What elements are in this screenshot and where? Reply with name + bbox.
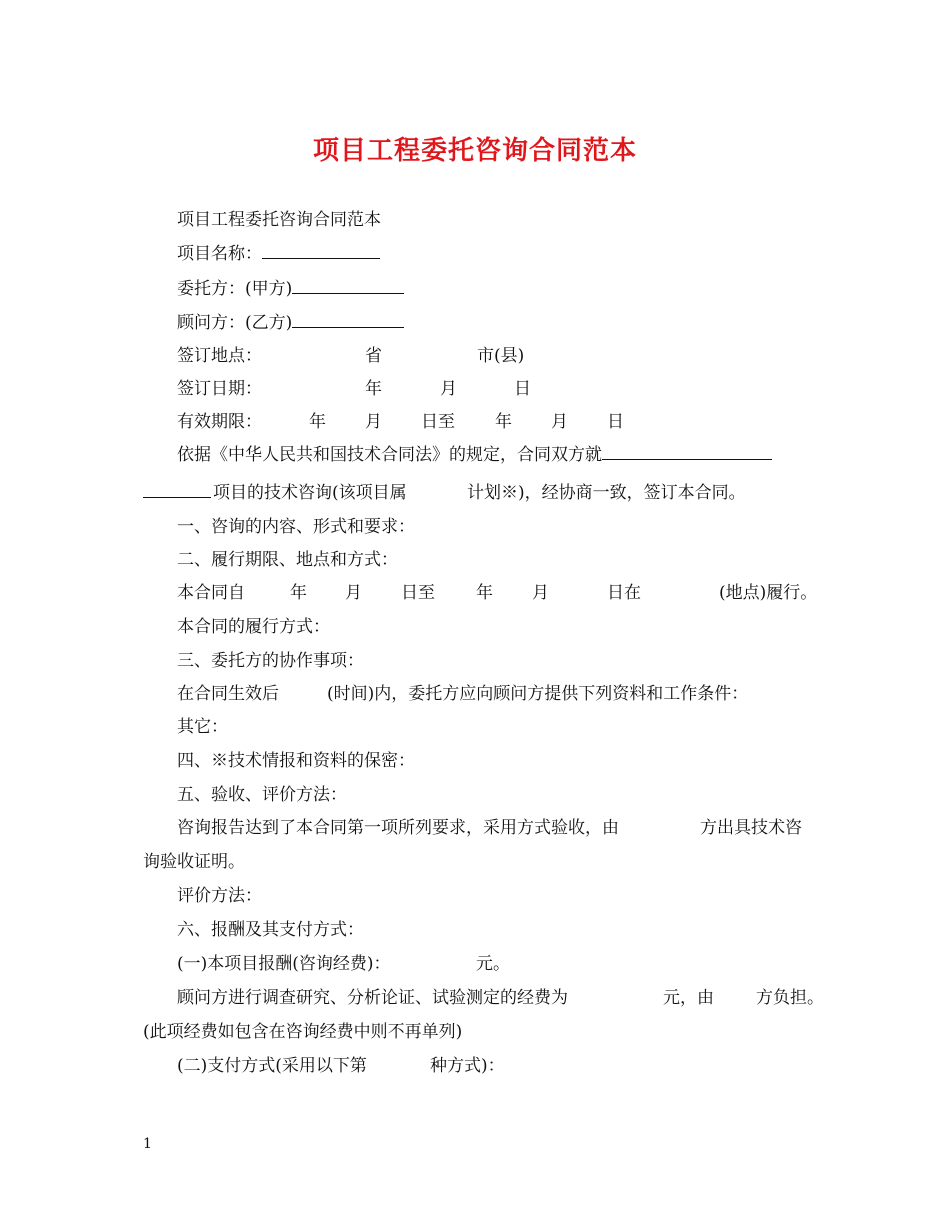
evaluation-method: 评价方法：: [177, 886, 262, 906]
acceptance-cont: 询验收证明。: [143, 852, 245, 872]
validity-day-to: 日至: [421, 412, 455, 432]
fee-text-a: (一)本项目报酬(咨询经费)：: [177, 954, 391, 974]
client-label: 委托方：(甲方): [177, 279, 293, 299]
basis-cont-line: [0, 482, 950, 504]
page-number: 1: [143, 1136, 152, 1152]
validity-month-1: 月: [365, 412, 382, 432]
sign-place-label: 签订地点：: [177, 346, 262, 366]
section-1-heading: 一、咨询的内容、形式和要求：: [177, 517, 415, 537]
term-place: (地点)履行。: [719, 583, 818, 603]
sign-date-label: 签订日期：: [177, 379, 262, 399]
expense-text-b: 元，由: [663, 988, 714, 1008]
section-2-heading: 二、履行期限、地点和方式：: [177, 550, 398, 570]
year-label: 年: [365, 379, 382, 399]
consultant-label: 顾问方：(乙方): [177, 313, 293, 333]
payment-text-a: (二)支付方式(采用以下第: [177, 1056, 367, 1076]
day-label: 日: [514, 379, 531, 399]
acceptance-text-a: 咨询报告达到了本合同第一项所列要求，采用方式验收，由: [177, 818, 619, 838]
project-name-line: [177, 243, 380, 265]
term-year-2: 年: [476, 583, 493, 603]
payment-text-b: 种方式)：: [430, 1056, 505, 1076]
term-day-to: 日至: [401, 583, 435, 603]
cooperation-line: [0, 683, 950, 705]
project-name-blank: [262, 244, 380, 259]
basis-line: [177, 444, 772, 466]
sign-date-line: [0, 378, 950, 400]
term-month-1: 月: [345, 583, 362, 603]
validity-line: [0, 411, 950, 433]
validity-year-1: 年: [309, 412, 326, 432]
validity-label: 有效期限：: [177, 412, 262, 432]
other-label: 其它：: [177, 717, 228, 737]
client-blank: [292, 279, 404, 294]
payment-line: [0, 1055, 950, 1077]
consultant-blank: [292, 313, 404, 328]
expense-text-c: 方负担。: [756, 988, 824, 1008]
cooperation-text-a: 在合同生效后: [177, 684, 279, 704]
province-label: 省: [365, 346, 382, 366]
month-label: 月: [440, 379, 457, 399]
sign-place-line: [0, 345, 950, 367]
term-day-at: 日在: [607, 583, 641, 603]
cooperation-text-b: (时间)内，委托方应向顾问方提供下列资料和工作条件：: [327, 684, 749, 704]
doc-subtitle: 项目工程委托咨询合同范本: [177, 210, 381, 230]
city-label: 市(县): [477, 346, 525, 366]
section-4-heading: 四、※技术情报和资料的保密：: [177, 751, 415, 771]
validity-day-2: 日: [607, 412, 624, 432]
basis-cont-text-b: 计划※)，经协商一致，签订本合同。: [467, 483, 746, 503]
section-5-heading: 五、验收、评价方法：: [177, 785, 347, 805]
term-year-1: 年: [290, 583, 307, 603]
acceptance-line: [0, 817, 950, 839]
term-line: [0, 582, 950, 604]
fee-line: [0, 953, 950, 975]
fee-unit: 元。: [476, 954, 510, 974]
basis-blank: [602, 445, 772, 460]
section-3-heading: 三、委托方的协作事项：: [177, 651, 364, 671]
validity-year-2: 年: [495, 412, 512, 432]
basis-cont-text-a: 项目的技术咨询(该项目属: [213, 483, 407, 503]
consultant-line: [177, 312, 404, 334]
term-from: 本合同自: [177, 583, 245, 603]
basis-cont-blank: [143, 483, 211, 498]
expense-line: [0, 987, 950, 1009]
acceptance-text-b: 方出具技术咨: [700, 818, 802, 838]
section-6-heading: 六、报酬及其支付方式：: [177, 920, 364, 940]
validity-month-2: 月: [551, 412, 568, 432]
basis-text: 依据《中华人民共和国技术合同法》的规定，合同双方就: [177, 445, 602, 465]
term-month-2: 月: [532, 583, 549, 603]
project-name-label: 项目名称：: [177, 244, 262, 264]
expense-text-a: 顾问方进行调查研究、分析论证、试验测定的经费为: [177, 988, 568, 1008]
document-title: 项目工程委托咨询合同范本: [312, 136, 637, 166]
expense-note: (此项经费如包含在咨询经费中则不再单列): [143, 1022, 463, 1042]
performance-method: 本合同的履行方式：: [177, 617, 330, 637]
client-line: [177, 278, 404, 300]
